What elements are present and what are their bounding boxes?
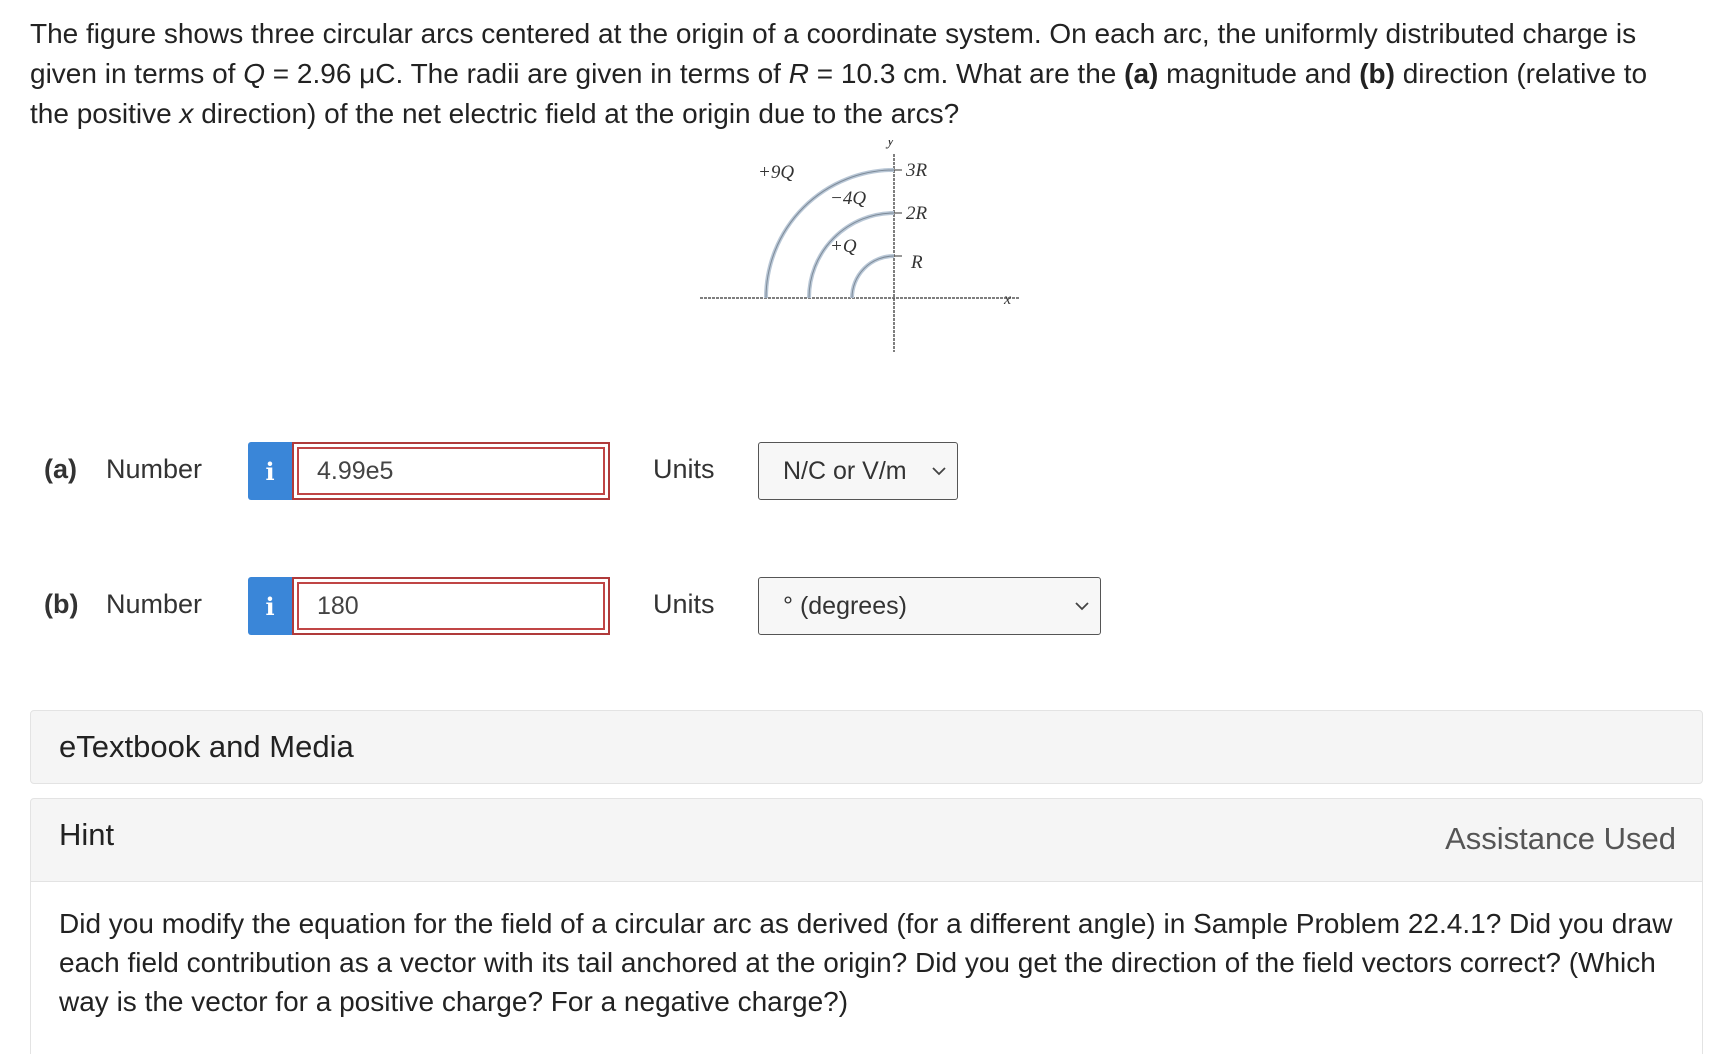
part-a-tag: (a) [1124,58,1159,89]
question-text [30,14,1690,134]
etextbook-panel[interactable] [30,710,1703,784]
part-b-number-label: Number [106,589,203,619]
hint-body [30,882,1703,1054]
part-a-units-value: N/C or V/m [783,456,907,485]
part-b-units-value: ° (degrees) [783,591,907,620]
part-a-number-input[interactable] [297,447,605,495]
etextbook-title: eTextbook and Media [59,729,354,764]
assistance-used-status: Assistance Used [1445,821,1676,856]
part-b-input-wrap [292,577,610,635]
part-b-label: (b) [44,589,79,619]
inner-charge-label: +Q [830,236,857,257]
inner-arc [852,256,894,298]
question-part: direction) of the net electric field at the origin due to the arcs? [193,98,960,129]
question-part: The figure shows three circular arcs centered at the origin of a coordinate system. On each arc, the uniformly distributed charge is given in terms of [30,18,1637,89]
chevron-down-icon [1074,598,1090,614]
inner-radius-label: R [911,252,923,273]
part-a-input-wrap [292,442,610,500]
q-symbol: Q [243,58,265,89]
part-a-units-label: Units [653,454,715,484]
question-part: = 2.96 μC. The radii are given in terms of [264,58,789,89]
hint-title: Hint [59,817,115,852]
info-icon[interactable]: i [248,442,292,500]
question-part: magnitude and [1158,58,1360,89]
r-symbol: R [788,58,809,89]
part-a-row [44,442,964,500]
hint-panel[interactable] [30,798,1703,882]
part-b-number-input[interactable] [297,582,605,630]
outer-radius-label: 3R [906,160,928,181]
x-axis-label: x [1004,291,1012,308]
question-part: direction (relative to the positive [30,58,1648,129]
middle-radius-label: 2R [906,203,928,224]
x-symbol: x [179,98,194,129]
info-icon[interactable]: i [248,577,292,635]
part-a-label: (a) [44,454,77,484]
outer-charge-label: +9Q [758,162,795,183]
part-b-tag: (b) [1359,58,1395,89]
part-a-number-label: Number [106,454,203,484]
part-a-units-select[interactable] [758,442,958,500]
question-part: = 10.3 cm. What are the [808,58,1125,89]
part-b-row [44,577,1164,635]
part-b-units-label: Units [653,589,715,619]
y-axis-label: y [887,140,895,149]
part-b-units-select[interactable] [758,577,1101,635]
chevron-down-icon [931,463,947,479]
middle-charge-label: −4Q [830,188,867,209]
hint-text: Did you modify the equation for the field of a circular arc as derived (for a different angle) in Sample Problem 22.4.1? Did you draw each field contribution as a vector with its tail anchored at the origin? Did you get the direction of the field vectors correct? (Which way is the vector for a positive charge? For a negative charge?) [59,908,1673,1017]
arcs-figure [700,140,1040,390]
